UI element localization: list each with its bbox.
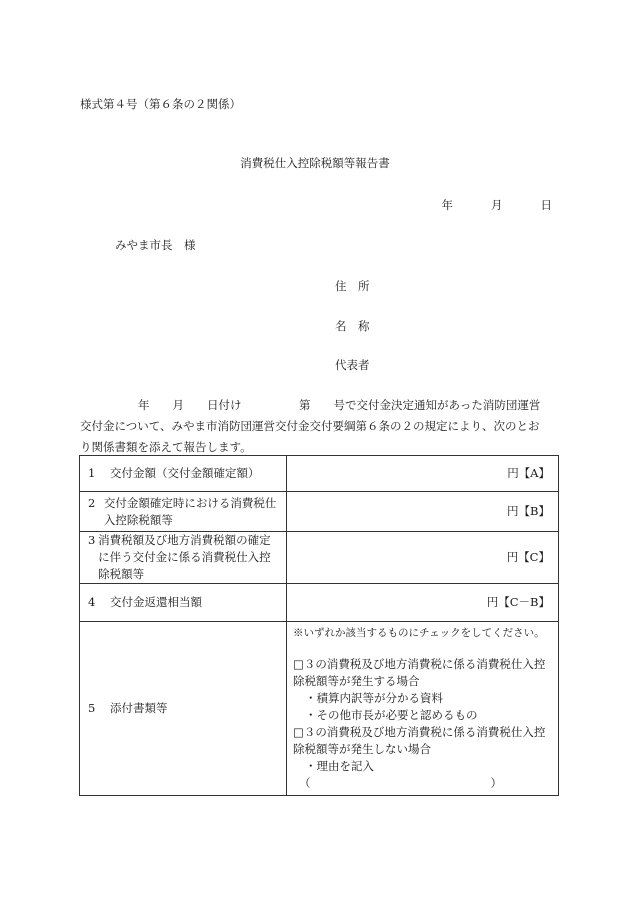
date-day: 日 [540,198,552,212]
date-year: 年 [441,198,453,212]
option-not-occurs-checkbox[interactable]: □３の消費税及び地方消費税に係る消費税仕入控除税額等が発生しない場合 [293,725,546,756]
amount-cell: 円【C】 [287,532,559,584]
sender-name-label: 名 称 [335,319,370,333]
row-label: 1 交付金額（交付金額確定額） [80,456,287,492]
option-occurs-checkbox[interactable]: □３の消費税及び地方消費税に係る消費税仕入控除税額等が発生する場合 [293,657,546,688]
body-line-2: 交付金について、みやま市消防団運営交付金交付要綱第６条の２の規定により、次のとお [80,419,540,433]
row-label: 4 交付金返還相当額 [80,584,287,622]
body-paragraph [80,395,558,458]
reason-field[interactable]: （ ） [299,776,502,790]
row-label: 2 交付金額確定時における消費税仕入控除税額等 [80,492,287,532]
report-table [79,455,559,796]
attachments-cell [287,622,559,796]
amount-cell: 円【B】 [287,492,559,532]
date-month: 月 [491,198,503,212]
form-number: 様式第４号（第６条の２関係） [80,97,241,111]
addressee: みやま市長 様 [115,238,196,252]
list-item: ・その他市長が必要と認めるもの [305,708,478,722]
list-item: ・理由を記入 [305,759,374,773]
sender-representative-label: 代表者 [335,358,370,372]
body-line-1: 年 月 日付け 第 号で交付金決定通知があった消防団運営 [138,398,541,412]
table-row [80,622,559,796]
check-instruction: ※いずれか該当するものにチェックをしてください。 [293,627,545,639]
table-row [80,532,559,584]
sender-address-label: 住 所 [335,279,370,293]
list-item: ・積算内訳等が分かる資料 [305,691,443,705]
table-row [80,492,559,532]
document-title: 消費税仕入控除税額等報告書 [240,156,390,170]
amount-cell: 円【A】 [287,456,559,492]
table-row [80,584,559,622]
row-label: 3 消費税額及び地方消費税額の確定に伴う交付金に係る消費税仕入控除税額等 [80,532,287,584]
table-row [80,456,559,492]
row-label: 5 添付書類等 [80,622,287,796]
date-line [442,197,553,213]
amount-cell: 円【C－B】 [287,584,559,622]
body-line-3: り関係書類を添えて報告します。 [80,440,252,454]
